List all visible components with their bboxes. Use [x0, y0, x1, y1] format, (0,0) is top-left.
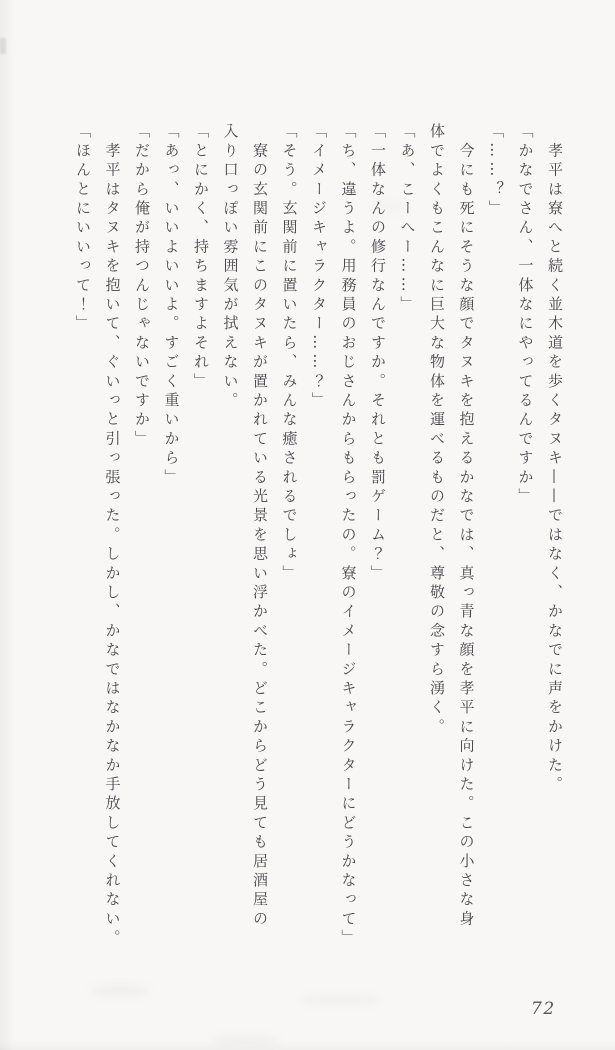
text-line: 「イメージキャラクター……？」 — [310, 123, 328, 411]
scan-artifact-notch — [0, 38, 6, 54]
text-line: 「そう。玄関前に置いたら、みんな癒されるでしょ」 — [280, 123, 299, 584]
text-line: 今にも死にそうな顔でタヌキを抱えるかなでは、真っ青な顔を孝平に向けた。この小さな身 — [457, 123, 476, 930]
text-line: 孝平は寮へと続く並木道を歩くタヌキ——ではなく、かなでに声をかけた。 — [546, 123, 564, 795]
scan-artifact-smudge — [90, 985, 150, 997]
text-line: 「あっ、いいよいいよ。すごく重いから」 — [162, 123, 181, 488]
text-line: 入り口っぽい雰囲気が拭えない。 — [221, 123, 240, 411]
text-line: 「とにかく、持ちますよそれ」 — [192, 123, 210, 392]
text-line: 「ち、違うよ。用務員のおじさんからもらったの。寮のイメージキャラクターにどうかなって」 — [339, 123, 358, 949]
text-line: 「……？」 — [487, 123, 505, 219]
novel-text-block — [68, 123, 570, 963]
text-line: 「あ、こーへー……」 — [398, 123, 417, 315]
text-line: 体でよくもこんなに巨大な物体を運べるものだと、尊敬の念すら湧く。 — [428, 123, 446, 738]
text-line: 「一体なんの修行なんですか。それとも罰ゲーム？」 — [369, 123, 387, 584]
scan-edge-shadow-left — [0, 0, 14, 1050]
page-number: 72 — [531, 999, 556, 1019]
text-line: 寮の玄関前にこのタヌキが置かれている光景を思い浮かべた。どこからどう見ても居酒屋の — [251, 123, 269, 930]
text-line: 「だから俺が持つんじゃないですか」 — [133, 123, 151, 450]
scan-edge-shadow-bottom — [0, 1040, 615, 1050]
scan-artifact-smudge — [210, 1035, 280, 1045]
text-line: 「ほんとにいいって！」 — [74, 123, 92, 335]
scan-artifact-smudge — [300, 995, 380, 1005]
text-line: 孝平はタヌキを抱いて、ぐいっと引っ張った。しかし、かなではなかなか手放してくれない。 — [103, 123, 122, 949]
text-line: 「かなでさん、一体なにやってるんですか」 — [516, 123, 535, 507]
